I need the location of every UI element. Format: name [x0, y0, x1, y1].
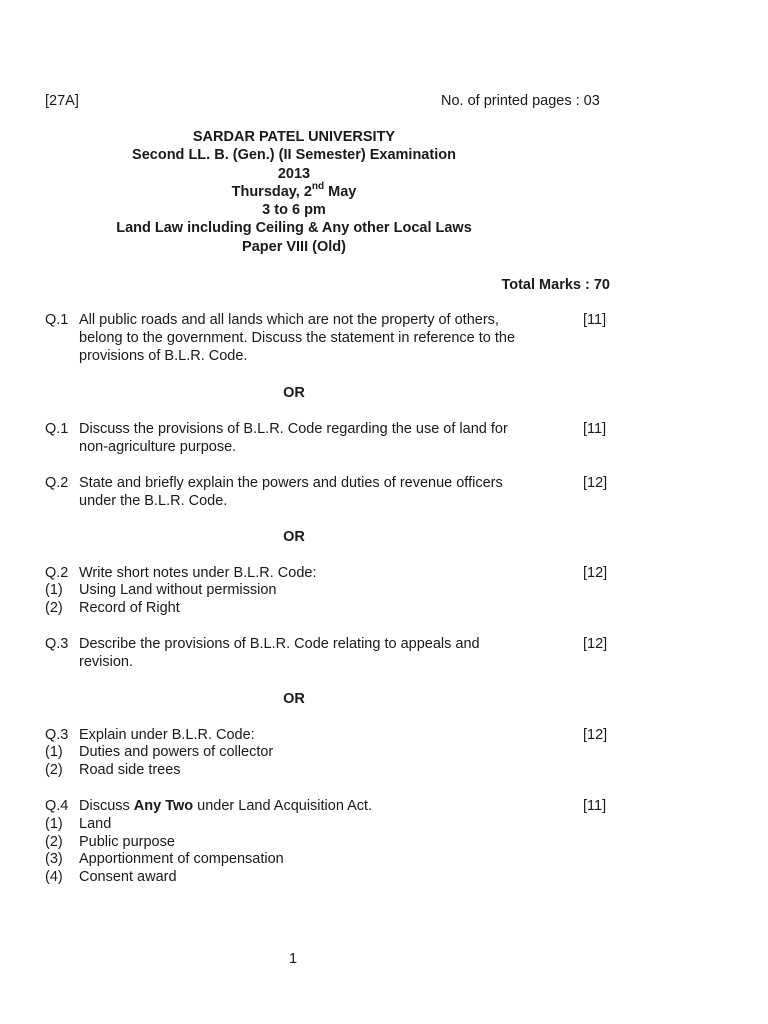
item-number: (1)	[45, 744, 63, 760]
item-text: Using Land without permission	[79, 582, 277, 598]
question-marks: [12]	[583, 565, 608, 581]
exam-month: May	[324, 183, 357, 200]
subject-title: Land Law including Ceiling & Any other Local Laws	[116, 220, 472, 237]
question-line: Describe the provisions of B.L.R. Code relating to appeals and	[79, 636, 480, 652]
question-text: Explain under B.L.R. Code:	[79, 727, 255, 743]
page-number: 1	[289, 951, 298, 967]
question-line: non-agriculture purpose.	[79, 438, 237, 455]
question-emphasis: Any Two	[133, 798, 194, 814]
question-number: Q.1	[45, 421, 69, 437]
exam-day: Thursday, 2	[231, 183, 312, 200]
question-text	[79, 798, 549, 816]
question-suffix: under Land Acquisition Act.	[193, 798, 373, 814]
item-number: (1)	[45, 582, 63, 598]
exam-time: 3 to 6 pm	[262, 202, 326, 219]
item-number: (1)	[45, 816, 63, 832]
paper-code: [27A]	[45, 93, 79, 109]
item-number: (2)	[45, 762, 63, 778]
question-number: Q.4	[45, 798, 69, 814]
question-marks: [12]	[583, 636, 608, 652]
exam-date	[60, 183, 528, 201]
question-marks: [11]	[583, 312, 607, 328]
question-text	[79, 475, 549, 511]
university-name: SARDAR PATEL UNIVERSITY	[192, 129, 396, 145]
total-marks: Total Marks : 70	[501, 277, 610, 293]
item-text: Land	[79, 816, 112, 832]
question-text	[79, 312, 549, 365]
item-number: (3)	[45, 851, 63, 867]
question-number: Q.2	[45, 565, 69, 581]
question-marks: [12]	[583, 475, 608, 491]
question-marks: [11]	[583, 421, 607, 437]
item-number: (2)	[45, 834, 63, 850]
paper-name: Paper VIII (Old)	[242, 238, 346, 255]
question-marks: [12]	[583, 727, 608, 743]
question-prefix: Discuss	[79, 798, 134, 814]
item-text: Public purpose	[79, 834, 175, 850]
item-text: Apportionment of compensation	[79, 851, 284, 867]
question-number: Q.3	[45, 636, 69, 652]
exam-year: 2013	[277, 165, 311, 182]
exam-header	[60, 128, 528, 256]
item-text: Record of Right	[79, 600, 180, 616]
question-text	[79, 636, 549, 672]
question-text	[79, 421, 549, 457]
exam-title: Second LL. B. (Gen.) (II Semester) Examination	[132, 147, 456, 164]
question-line: under the B.L.R. Code.	[79, 492, 228, 509]
question-text: Write short notes under B.L.R. Code:	[79, 565, 317, 581]
question-number: Q.3	[45, 727, 69, 743]
question-number: Q.2	[45, 475, 69, 491]
question-line: provisions of B.L.R. Code.	[79, 347, 248, 364]
printed-pages-count: No. of printed pages : 03	[441, 93, 600, 109]
item-text: Consent award	[79, 869, 177, 885]
item-number: (2)	[45, 600, 63, 616]
question-number: Q.1	[45, 312, 69, 328]
day-suffix: nd	[311, 181, 325, 193]
question-marks: [11]	[583, 798, 607, 814]
question-line: belong to the government. Discuss the statement in reference to the	[79, 329, 516, 346]
or-separator: OR	[283, 691, 305, 707]
item-number: (4)	[45, 869, 63, 885]
or-separator: OR	[283, 529, 305, 545]
question-line: revision.	[79, 653, 133, 670]
or-separator: OR	[283, 385, 305, 401]
item-text: Duties and powers of collector	[79, 744, 274, 760]
question-line: All public roads and all lands which are not the property of others,	[79, 312, 499, 328]
item-text: Road side trees	[79, 762, 181, 778]
question-line: Discuss the provisions of B.L.R. Code regarding the use of land for	[79, 421, 508, 437]
question-line: State and briefly explain the powers and duties of revenue officers	[79, 475, 503, 491]
